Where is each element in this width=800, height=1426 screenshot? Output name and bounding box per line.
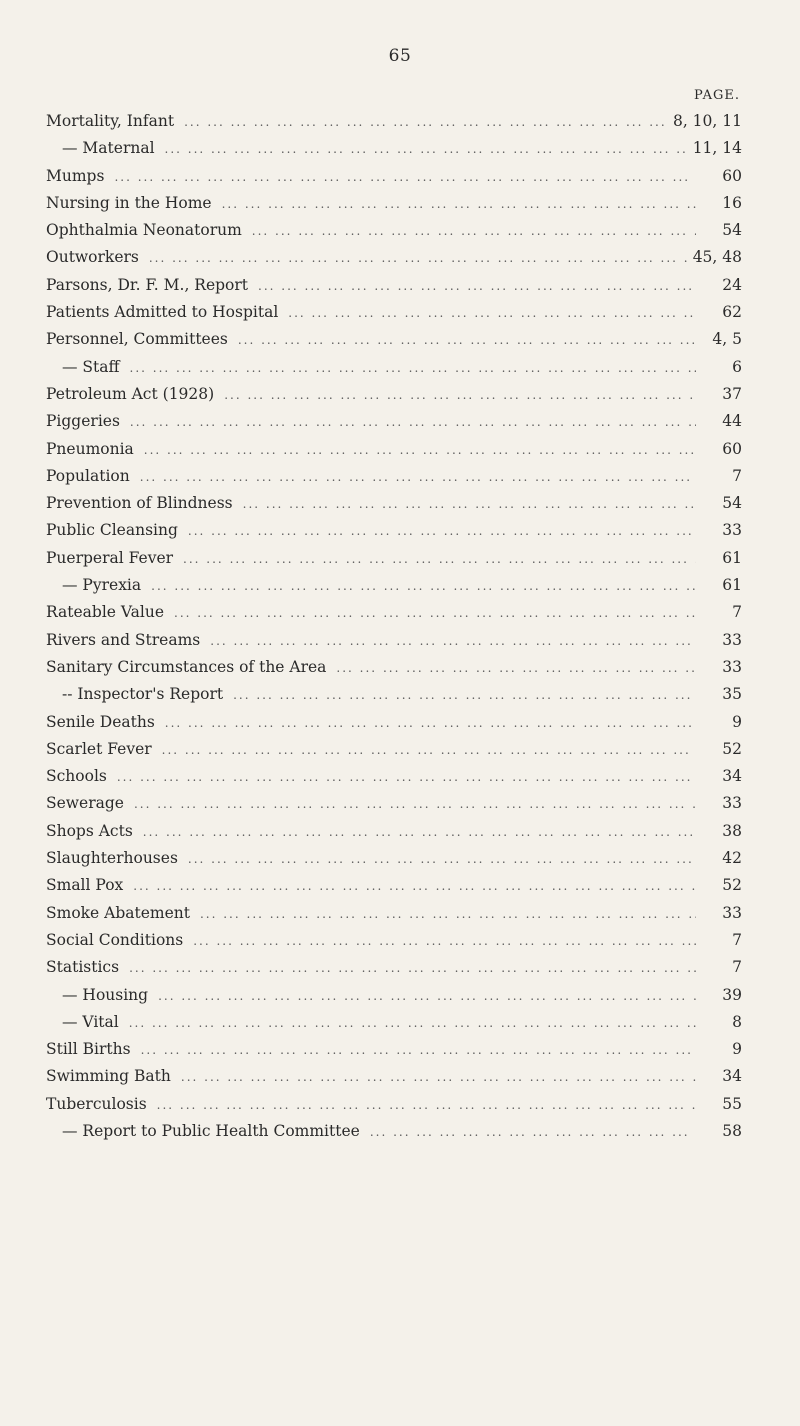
index-entry	[46, 658, 742, 685]
index-entry	[46, 440, 742, 467]
dot-leader	[140, 470, 696, 484]
dot-leader	[134, 797, 696, 811]
index-entry	[46, 685, 742, 712]
dot-leader	[222, 197, 696, 211]
dot-leader	[117, 770, 696, 784]
entry-pages: 60	[722, 439, 742, 458]
index-entry	[46, 221, 742, 248]
entry-label: Schools	[46, 767, 107, 786]
entry-label: Pneumonia	[46, 439, 134, 458]
index-entry	[46, 713, 742, 740]
dot-leader	[188, 524, 696, 538]
entry-label: Prevention of Blindness	[46, 494, 233, 513]
entry-label: Shops Acts	[46, 821, 133, 840]
dot-leader	[370, 1125, 696, 1139]
index-entry	[46, 740, 742, 767]
entry-pages: 34	[722, 767, 742, 786]
index-list	[46, 112, 742, 1149]
index-entry	[46, 467, 742, 494]
index-entry	[46, 494, 742, 521]
index-entry	[46, 631, 742, 658]
index-entry	[46, 139, 742, 166]
entry-label: — Report to Public Health Committee	[62, 1121, 360, 1140]
dot-leader	[181, 1070, 696, 1084]
index-entry	[46, 412, 742, 439]
entry-pages: 9	[732, 712, 742, 731]
entry-pages: 52	[722, 739, 742, 758]
dot-leader	[210, 634, 696, 648]
index-entry	[46, 194, 742, 221]
entry-pages: 9	[732, 1040, 742, 1059]
dot-leader	[158, 989, 696, 1003]
dot-leader	[184, 115, 667, 129]
entry-label: Sanitary Circumstances of the Area	[46, 657, 327, 676]
entry-label: — Vital	[62, 1012, 119, 1031]
index-entry	[46, 303, 742, 330]
entry-pages: 52	[722, 876, 742, 895]
entry-pages: 7	[732, 603, 742, 622]
dot-leader	[114, 170, 696, 184]
dot-leader	[130, 361, 696, 375]
entry-label: -- Inspector's Report	[62, 685, 224, 704]
dot-leader	[193, 934, 696, 948]
dot-leader	[200, 907, 696, 921]
entry-pages: 54	[722, 494, 742, 513]
entry-pages: 42	[722, 849, 742, 868]
entry-label: Personnel, Committees	[46, 330, 228, 349]
entry-pages: 54	[722, 221, 742, 240]
dot-leader	[288, 306, 696, 320]
index-entry	[46, 1013, 742, 1040]
dot-leader	[130, 415, 696, 429]
dot-leader	[149, 251, 687, 265]
index-entry	[46, 849, 742, 876]
dot-leader	[141, 1043, 696, 1057]
index-entry	[46, 767, 742, 794]
entry-label: Rivers and Streams	[46, 630, 201, 649]
entry-pages: 4, 5	[712, 330, 742, 349]
entry-label: Mumps	[46, 166, 105, 185]
entry-label: Nursing in the Home	[46, 193, 212, 212]
index-entry	[46, 549, 742, 576]
dot-leader	[143, 825, 696, 839]
index-entry	[46, 1067, 742, 1094]
entry-pages: 61	[722, 548, 742, 567]
entry-pages: 62	[722, 303, 742, 322]
index-entry	[46, 931, 742, 958]
entry-label: Population	[46, 466, 130, 485]
entry-pages: 33	[722, 903, 742, 922]
entry-label: Scarlet Fever	[46, 739, 152, 758]
index-entry	[46, 576, 742, 603]
entry-pages: 33	[722, 630, 742, 649]
entry-pages: 37	[722, 384, 742, 403]
entry-pages: 8, 10, 11	[672, 112, 742, 130]
dot-leader	[162, 743, 696, 757]
index-entry	[46, 385, 742, 412]
dot-leader	[165, 142, 687, 156]
entry-pages: 8	[732, 1012, 742, 1031]
entry-pages: 11, 14	[692, 139, 742, 158]
entry-pages: 45, 48	[692, 248, 742, 267]
index-entry	[46, 986, 742, 1013]
entry-pages: 33	[722, 521, 742, 540]
entry-pages: 7	[732, 930, 742, 949]
index-entry	[46, 958, 742, 985]
entry-pages: 33	[722, 657, 742, 676]
entry-label: Statistics	[46, 958, 120, 977]
entry-pages: 60	[722, 166, 742, 185]
entry-label: Petroleum Act (1928)	[46, 384, 215, 403]
entry-label: Senile Deaths	[46, 712, 155, 731]
index-entry	[46, 112, 742, 139]
entry-pages: 7	[732, 958, 742, 977]
index-entry	[46, 167, 742, 194]
index-entry	[46, 1122, 742, 1149]
entry-label: — Maternal	[62, 139, 155, 158]
entry-label: Swimming Bath	[46, 1067, 171, 1086]
entry-label: Parsons, Dr. F. M., Report	[46, 275, 249, 294]
entry-pages: 38	[722, 821, 742, 840]
dot-leader	[188, 852, 696, 866]
entry-pages: 16	[722, 193, 742, 212]
entry-label: Rateable Value	[46, 603, 165, 622]
dot-leader	[165, 716, 696, 730]
dot-leader	[144, 443, 696, 457]
dot-leader	[157, 1098, 696, 1112]
dot-leader	[238, 333, 696, 347]
entry-pages: 39	[722, 985, 742, 1004]
entry-pages: 24	[722, 275, 742, 294]
page-number: 65	[388, 46, 412, 66]
dot-leader	[129, 1016, 696, 1030]
entry-label: Puerperal Fever	[46, 548, 174, 567]
index-entry	[46, 1040, 742, 1067]
entry-pages: 6	[732, 357, 742, 376]
dot-leader	[252, 224, 696, 238]
index-entry	[46, 1095, 742, 1122]
dot-leader	[151, 579, 696, 593]
dot-leader	[258, 279, 696, 293]
dot-leader	[133, 879, 696, 893]
entry-label: Piggeries	[46, 412, 120, 431]
entry-pages: 44	[722, 412, 742, 431]
index-entry	[46, 276, 742, 303]
entry-pages: 61	[722, 576, 742, 595]
entry-label: Outworkers	[46, 248, 139, 267]
index-entry	[46, 822, 742, 849]
entry-label: Slaughterhouses	[46, 849, 178, 868]
index-entry	[46, 794, 742, 821]
entry-label: Public Cleansing	[46, 521, 178, 540]
dot-leader	[174, 606, 696, 620]
entry-label: Tuberculosis	[46, 1094, 147, 1113]
index-entry	[46, 330, 742, 357]
index-entry	[46, 358, 742, 385]
entry-pages: 7	[732, 466, 742, 485]
dot-leader	[129, 961, 696, 975]
entry-label: — Staff	[62, 357, 120, 376]
dot-leader	[183, 552, 696, 566]
entry-label: — Housing	[62, 985, 149, 1004]
entry-label: Mortality, Infant	[46, 112, 175, 130]
dot-leader	[224, 388, 696, 402]
dot-leader	[336, 661, 696, 675]
entry-pages: 55	[722, 1094, 742, 1113]
dot-leader	[233, 688, 696, 702]
entry-pages: 58	[722, 1121, 742, 1140]
entry-label: Still Births	[46, 1040, 131, 1059]
entry-label: Sewerage	[46, 794, 124, 813]
entry-label: — Pyrexia	[62, 576, 142, 595]
entry-pages: 34	[722, 1067, 742, 1086]
index-entry	[46, 603, 742, 630]
entry-label: Smoke Abatement	[46, 903, 190, 922]
page-column-header: PAGE.	[694, 88, 740, 103]
index-entry	[46, 876, 742, 903]
entry-pages: 35	[722, 685, 742, 704]
entry-pages: 33	[722, 794, 742, 813]
index-entry	[46, 521, 742, 548]
entry-label: Patients Admitted to Hospital	[46, 303, 279, 322]
entry-label: Small Pox	[46, 876, 124, 895]
dot-leader	[243, 497, 696, 511]
entry-label: Social Conditions	[46, 930, 184, 949]
index-entry	[46, 904, 742, 931]
index-entry	[46, 248, 742, 275]
entry-label: Ophthalmia Neonatorum	[46, 221, 242, 240]
